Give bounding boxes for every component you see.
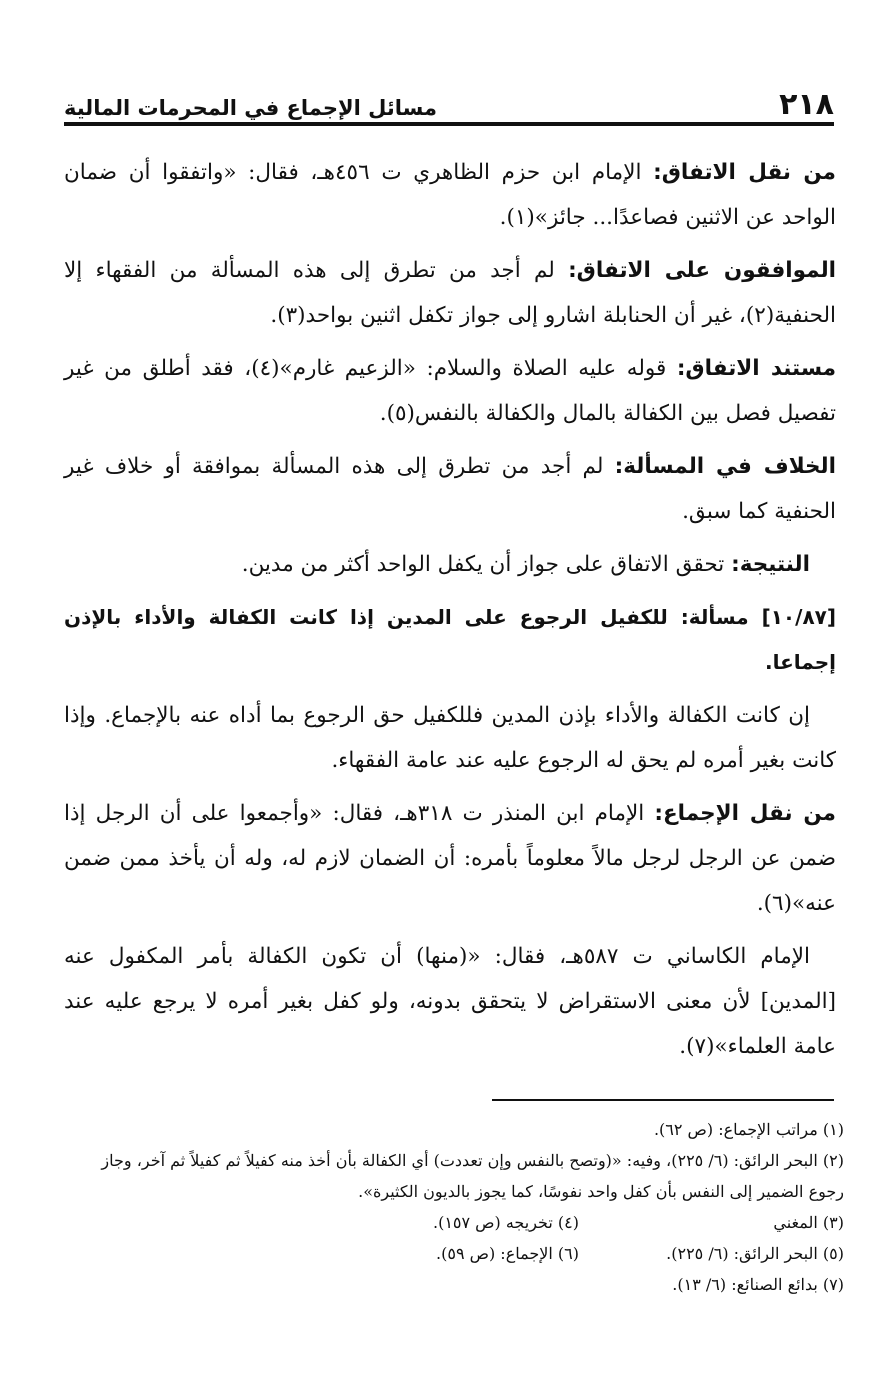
- paragraph: [64, 346, 836, 436]
- paragraph-text: الإمام ابن المنذر ت ٣١٨هـ، فقال: «وأجمعوا على أن الرجل إذا ضمن عن الرجل لرجل مالاً معلوماً بأمره: أن الضمان لازم له، وله أن يأخذ ممن ضمن عنه»(٦).: [64, 801, 836, 916]
- page-header: [64, 76, 834, 120]
- running-title: مسائل الإجماع في المحرمات المالية: [64, 96, 437, 120]
- paragraph-text: لم أجد من تطرق إلى هذه المسألة من الفقهاء إلا الحنفية(٢)، غير أن الحنابلة اشارو إلى جواز تكفل اثنين بواحد(٣).: [64, 258, 836, 328]
- footnote-row: [64, 1238, 844, 1269]
- paragraph: [64, 150, 836, 240]
- footnote: (٧) بدائع الصنائع: (٦/ ١٣).: [672, 1275, 844, 1294]
- main-text: [64, 150, 836, 1077]
- paragraph: [64, 248, 836, 338]
- paragraph-text: الإمام ابن حزم الظاهري ت ٤٥٦هـ، فقال: «واتفقوا أن ضمان الواحد عن الاثنين فصاعدًا... جائز»(١).: [64, 160, 836, 230]
- paragraph: [64, 693, 836, 783]
- footnotes: [64, 1114, 844, 1300]
- footnote: (٥) البحر الرائق: (٦/ ٢٢٥).: [666, 1244, 844, 1263]
- paragraph-text: تحقق الاتفاق على جواز أن يكفل الواحد أكثر من مدين.: [241, 552, 732, 577]
- footnote: (٤) تخريجه (ص ١٥٧).: [432, 1213, 579, 1232]
- paragraph-lead: النتيجة:: [731, 552, 810, 577]
- page-number: ٢١٨: [779, 87, 834, 122]
- paragraph-text: إن كانت الكفالة والأداء بإذن المدين فللكفيل حق الرجوع بما أداه عنه بالإجماع. وإذا كانت بغير أمره لم يحق له الرجوع عليه عند عامة الفقهاء.: [64, 703, 836, 773]
- paragraph: [64, 934, 836, 1069]
- paragraph: [64, 791, 836, 926]
- paragraph-lead: الخلاف في المسألة:: [614, 454, 836, 479]
- paragraph: [64, 542, 836, 587]
- paragraph-text: لم أجد من تطرق إلى هذه المسألة بموافقة أو خلاف غير الحنفية كما سبق.: [64, 454, 836, 524]
- footnote: (١) مراتب الإجماع: (ص ٦٢).: [653, 1120, 844, 1139]
- footnote: (٢) البحر الرائق: (٦/ ٢٢٥)، وفيه: «(وتصح بالنفس وإن تعددت) أي الكفالة بأن أخذ منه كفيلاً ثم كفيلاً ثم آخر، وجاز رجوع الضمير إلى النفس بأن كفل واحد نفوسًا، كما يجوز بالديون الكثيرة».: [101, 1151, 844, 1201]
- paragraph-lead: من نقل الإجماع:: [654, 801, 836, 826]
- paragraph: [64, 444, 836, 534]
- footnote-rule: [492, 1099, 834, 1101]
- paragraph-lead: الموافقون على الاتفاق:: [568, 258, 837, 283]
- paragraph-lead: مستند الاتفاق:: [676, 356, 837, 381]
- header-rule: [64, 122, 834, 126]
- footnote-row: [64, 1207, 844, 1238]
- paragraph-text: قوله عليه الصلاة والسلام: «الزعيم غارم»(٤)، فقد أطلق من غير تفصيل فصل بين الكفالة بالمال والكفالة بالنفس(٥).: [64, 356, 836, 426]
- paragraph-text: الإمام الكاساني ت ٥٨٧هـ، فقال: «(منها) أن تكون الكفالة بأمر المكفول عنه [المدين] لأن معنى الاستقراض لا يتحقق بدونه، ولو كفل بغير أمره لا يرجع عليه عند عامة العلماء»(٧).: [64, 944, 836, 1059]
- footnote: (٣) المغني: [773, 1213, 844, 1232]
- issue-heading: [١٠/٨٧] مسألة: للكفيل الرجوع على المدين إذا كانت الكفالة والأداء بالإذن إجماعا.: [64, 605, 836, 674]
- paragraph-lead: من نقل الاتفاق:: [653, 160, 836, 185]
- footnote: (٦) الإجماع: (ص ٥٩).: [436, 1244, 579, 1263]
